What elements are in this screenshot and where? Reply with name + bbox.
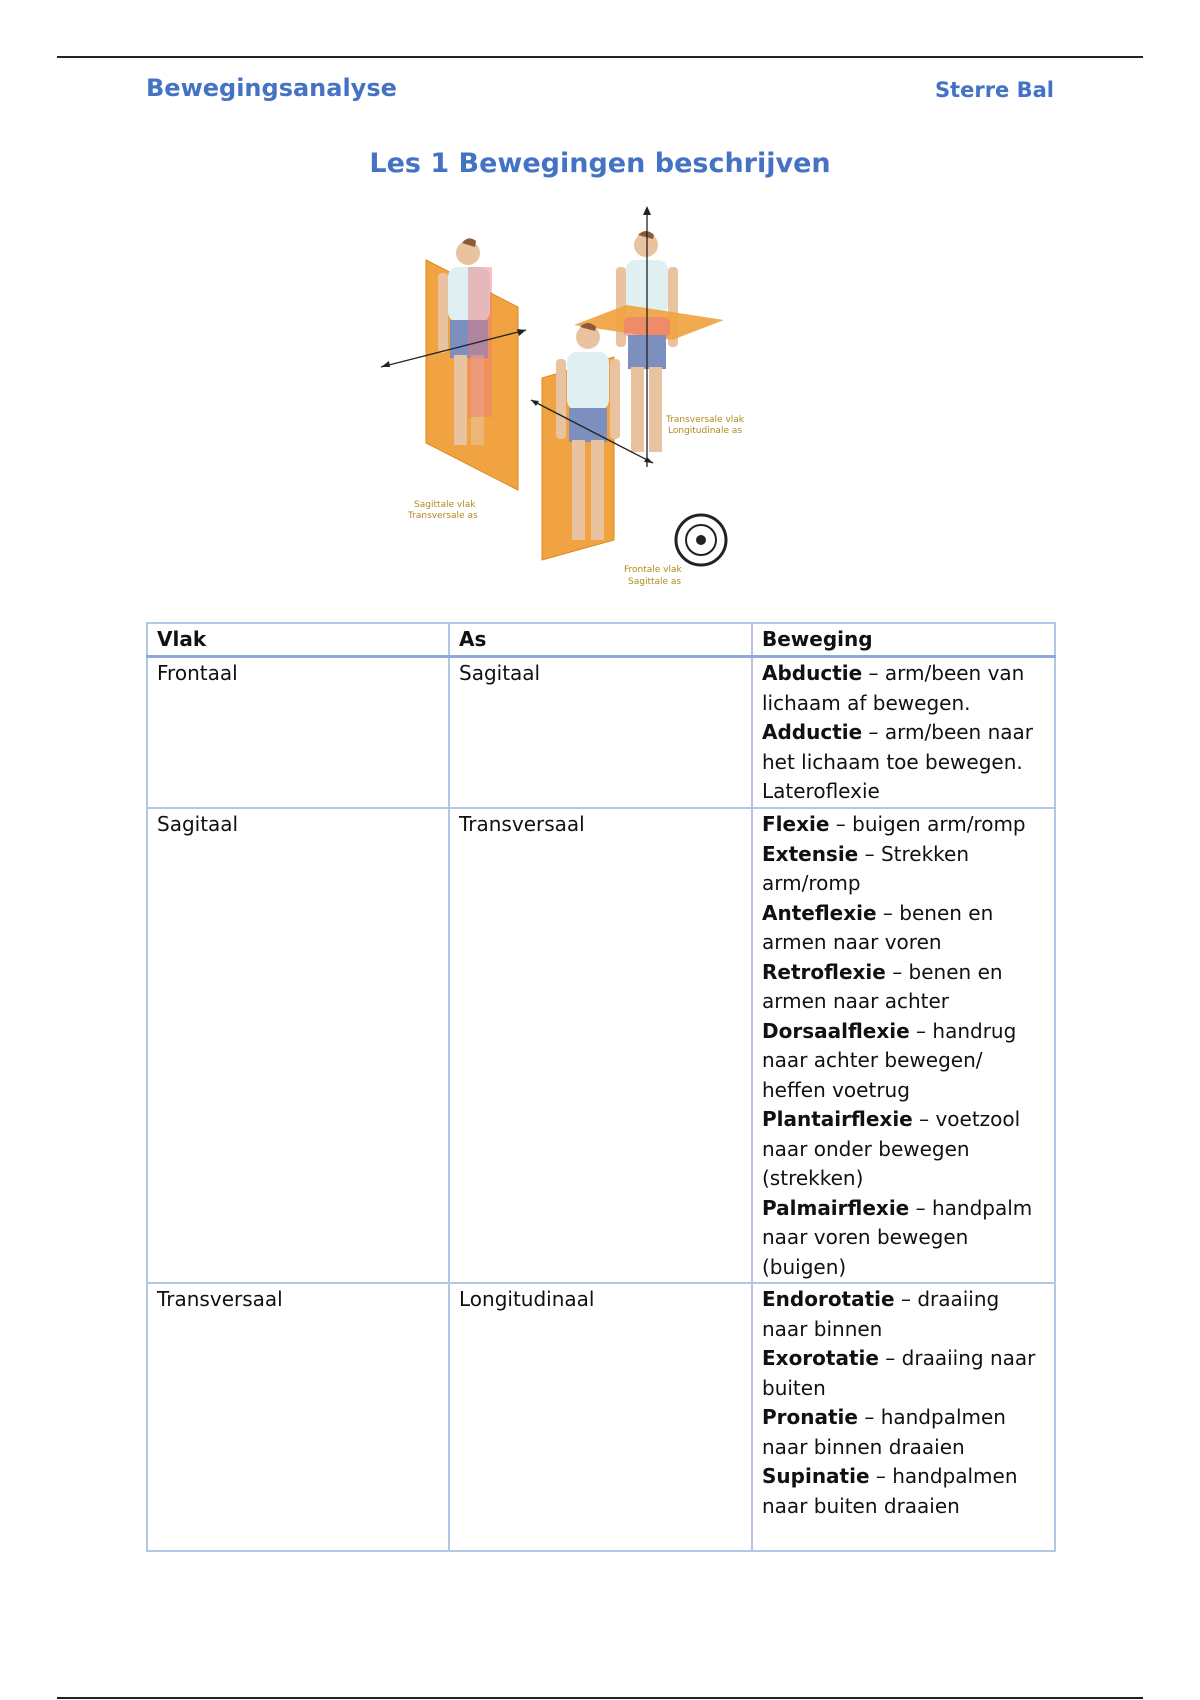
table-row bbox=[147, 808, 1055, 1283]
movement-cell bbox=[752, 808, 1055, 1283]
longitudinal-axis-label: Longitudinale as bbox=[668, 426, 743, 436]
movement-item: Plantairflexie – voetzool naar onder bewegen (strekken) bbox=[762, 1107, 1021, 1190]
movement-item: Abductie – arm/been van lichaam af bewegen. bbox=[762, 661, 1025, 715]
planes-axes-movements-table bbox=[146, 622, 1056, 1552]
logo-badge-icon bbox=[676, 515, 726, 565]
transversal-plane-label: Transversale vlak bbox=[666, 415, 745, 425]
header-as: As bbox=[449, 623, 752, 657]
table-row bbox=[147, 1283, 1055, 1551]
movement-item: Adductie – arm/been naar het lichaam toe bewegen. bbox=[762, 720, 1033, 774]
header-vlak: Vlak bbox=[147, 623, 449, 657]
header-rule bbox=[57, 56, 1143, 58]
author-name: Sterre Bal bbox=[934, 78, 1054, 102]
document-subject: Bewegingsanalyse bbox=[146, 74, 397, 102]
sagittal-axis-label: Sagittale as bbox=[628, 577, 682, 587]
axis-cell: Transversaal bbox=[449, 808, 752, 1283]
movement-item: Supinatie – handpalmen naar buiten draaien bbox=[762, 1464, 1018, 1518]
movement-item: Pronatie – handpalmen naar binnen draaien bbox=[762, 1405, 1006, 1459]
frontal-plane-label: Frontale vlak bbox=[624, 565, 682, 575]
movement-item: Flexie – buigen arm/romp bbox=[762, 812, 1026, 836]
movement-item: Retroflexie – benen en armen naar achter bbox=[762, 959, 1003, 1013]
sagittal-plane-label: Sagittale vlak bbox=[414, 500, 476, 510]
table-header-row bbox=[147, 623, 1055, 657]
axis-cell: Longitudinaal bbox=[449, 1283, 752, 1551]
plane-cell: Frontaal bbox=[147, 657, 449, 809]
movement-item: Extensie – Strekken arm/romp bbox=[762, 841, 970, 895]
movement-cell bbox=[752, 1283, 1055, 1551]
page-title: Les 1 Bewegingen beschrijven bbox=[369, 148, 831, 179]
movement-item: Dorsaalflexie – handrug naar achter bewegen/ heffen voetrug bbox=[762, 1018, 1017, 1102]
movement-item: Lateroflexie bbox=[762, 779, 880, 803]
body-planes-illustration bbox=[376, 205, 796, 600]
sagittal-figure bbox=[381, 238, 526, 521]
movement-item: Palmairflexie – handpalm naar voren bewegen (buigen) bbox=[762, 1195, 1033, 1279]
footer-rule bbox=[57, 1697, 1143, 1699]
movement-item: Endorotatie – draaiing naar binnen bbox=[762, 1287, 1000, 1341]
plane-cell: Transversaal bbox=[147, 1283, 449, 1551]
movement-item: Exorotatie – draaiing naar buiten bbox=[762, 1346, 1036, 1400]
header-beweging: Beweging bbox=[752, 623, 1055, 657]
axis-cell: Sagitaal bbox=[449, 657, 752, 809]
movement-item: Anteflexie – benen en armen naar voren bbox=[762, 900, 994, 954]
plane-cell: Sagitaal bbox=[147, 808, 449, 1283]
movement-cell bbox=[752, 657, 1055, 809]
table-row bbox=[147, 657, 1055, 809]
transversal-axis-label: Transversale as bbox=[408, 511, 478, 521]
